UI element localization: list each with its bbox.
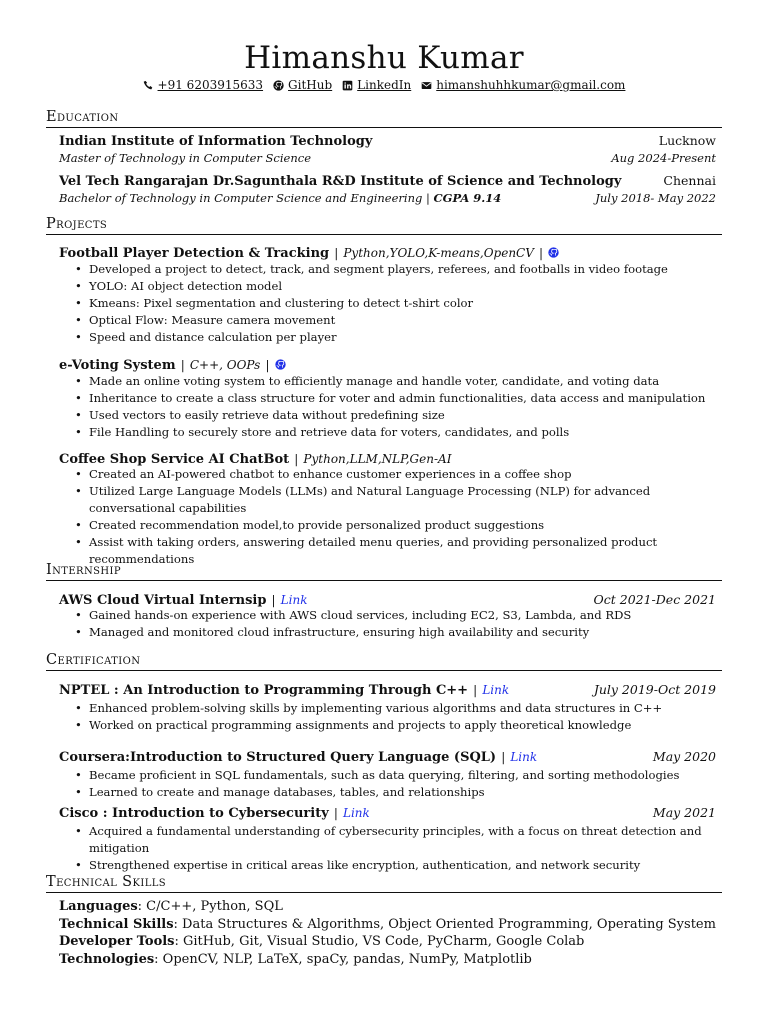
- education-entry: [59, 172, 716, 207]
- project-title: Football Player Detection & Tracking: [59, 246, 330, 261]
- github-link[interactable]: GitHub: [288, 78, 333, 92]
- phone-contact[interactable]: [143, 77, 264, 93]
- email-link[interactable]: himanshuhhkumar@gmail.com: [436, 78, 626, 92]
- skills-list: [59, 898, 719, 968]
- education-dates: Aug 2024-Present: [611, 151, 716, 165]
- linkedin-link[interactable]: LinkedIn: [357, 78, 412, 92]
- skills-value: : OpenCV, NLP, LaTeX, spaCy, pandas, NumPy, Matplotlib: [154, 951, 532, 967]
- certification-heading: Cisco : Introduction to Cybersecurity | Link May 2021: [59, 805, 716, 821]
- skills-label: Developer Tools: [59, 934, 175, 949]
- skills-label: Technical Skills: [59, 916, 174, 932]
- certification-title: Coursera:Introduction to Structured Query Language (SQL): [59, 750, 497, 765]
- degree-name: Master of Technology in Computer Science: [59, 151, 311, 165]
- certification-heading: NPTEL : An Introduction to Programming Through C++ | Link July 2019-Oct 2019: [59, 682, 716, 698]
- certification-bullets: [75, 700, 725, 734]
- list-item: • Inheritance to create a class structure for voter and admin functionalities, data access and manipulation: [75, 390, 725, 407]
- skills-label: Technologies: [59, 951, 155, 967]
- email-contact[interactable]: [421, 77, 625, 93]
- list-item: • Assist with taking orders, answering detailed menu queries, and providing personalized product recommendations: [75, 534, 725, 568]
- project-bullets: [75, 466, 725, 568]
- list-item: • Gained hands-on experience with AWS cloud services, including EC2, S3, Lambda, and RDS: [75, 607, 725, 624]
- cgpa-value: CGPA 9.14: [433, 191, 502, 205]
- skills-row: [59, 916, 719, 934]
- internship-title: AWS Cloud Virtual Internsip: [59, 593, 267, 608]
- list-item: • Made an online voting system to efficiently manage and handle voter, candidate, and voting data: [75, 373, 725, 390]
- skills-row: [59, 898, 719, 916]
- skills-value: : GitHub, Git, Visual Studio, VS Code, PyCharm, Google Colab: [174, 934, 585, 949]
- resume-name: Himanshu Kumar: [244, 40, 524, 76]
- project-heading: Football Player Detection & Tracking | Python,YOLO,K-means,OpenCV |: [59, 242, 716, 262]
- list-item: • Created an AI-powered chatbot to enhance customer experiences in a coffee shop: [75, 466, 725, 483]
- list-item: • Utilized Large Language Models (LLMs) and Natural Language Processing (NLP) for advanced conversational capabilities: [75, 483, 725, 517]
- project-heading: e-Voting System | C++, OOPs |: [59, 354, 716, 374]
- project-tech: C++, OOPs: [189, 358, 261, 372]
- internship-link[interactable]: Link: [280, 593, 308, 607]
- skills-row: [59, 933, 719, 951]
- github-icon[interactable]: [275, 359, 286, 370]
- certification-bullets: [75, 767, 725, 801]
- list-item: • Strengthened expertise in critical areas like encryption, authentication, and network security: [75, 857, 725, 874]
- github-icon: [273, 80, 284, 91]
- certification-link[interactable]: Link: [510, 750, 538, 764]
- certification-link[interactable]: Link: [343, 806, 370, 820]
- certification-title: NPTEL : An Introduction to Programming Through C++: [59, 683, 469, 698]
- institution-name: Vel Tech Rangarajan Dr.Sagunthala R&D Institute of Science and Technology: [59, 174, 622, 189]
- project-bullets: [75, 373, 725, 441]
- degree-name: Bachelor of Technology in Computer Science and Engineering: [59, 191, 423, 205]
- list-item: • File Handling to securely store and retrieve data for voters, candidates, and polls: [75, 424, 725, 441]
- list-item: • Developed a project to detect, track, and segment players, referees, and footballs in video footage: [75, 261, 725, 278]
- contact-bar: [0, 77, 768, 93]
- project-bullets: [75, 261, 725, 346]
- skills-value: : C/C++, Python, SQL: [137, 899, 283, 914]
- certification-title: Cisco : Introduction to Cybersecurity: [59, 806, 329, 821]
- list-item: • Became proficient in SQL fundamentals, such as data querying, filtering, and sorting methodologies: [75, 767, 725, 784]
- project-tech: Python,LLM,NLP,Gen-AI: [303, 452, 452, 466]
- list-item: • Enhanced problem-solving skills by implementing various algorithms and data structures in C++: [75, 700, 725, 717]
- section-heading-skills: Technical Skills: [46, 873, 722, 893]
- section-heading-certification: Certification: [46, 651, 722, 671]
- list-item: • Worked on practical programming assignments and projects to apply theoretical knowledge: [75, 717, 725, 734]
- internship-bullets: [75, 607, 725, 641]
- section-heading-projects: Projects: [46, 215, 722, 235]
- list-item: • Created recommendation model,to provide personalized product suggestions: [75, 517, 725, 534]
- project-title: e-Voting System: [59, 358, 176, 373]
- github-icon[interactable]: [548, 247, 559, 258]
- institution-name: Indian Institute of Information Technology: [59, 134, 373, 149]
- certification-dates: May 2021: [652, 805, 716, 820]
- certification-link[interactable]: Link: [482, 683, 510, 697]
- certification-heading: Coursera:Introduction to Structured Query Language (SQL) | Link May 2020: [59, 749, 716, 765]
- internship-dates: Oct 2021-Dec 2021: [593, 592, 716, 607]
- institution-location: Lucknow: [658, 133, 716, 148]
- phone-number[interactable]: +91 6203915633: [157, 78, 264, 92]
- internship-heading: AWS Cloud Virtual Internsip | Link Oct 2021-Dec 2021: [59, 592, 716, 608]
- certification-dates: May 2020: [652, 749, 716, 764]
- list-item: • Acquired a fundamental understanding of cybersecurity principles, with a focus on threat detection and mitigation: [75, 823, 725, 857]
- skills-label: Languages: [59, 899, 138, 914]
- project-title: Coffee Shop Service AI ChatBot: [59, 452, 290, 467]
- project-heading: Coffee Shop Service AI ChatBot | Python,LLM,NLP,Gen-AI: [59, 452, 452, 467]
- education-entry: [59, 132, 716, 167]
- certification-bullets: [75, 823, 725, 874]
- project-tech: Python,YOLO,K-means,OpenCV: [343, 246, 534, 260]
- list-item: • Learned to create and manage databases, tables, and relationships: [75, 784, 725, 801]
- list-item: • Managed and monitored cloud infrastructure, ensuring high availability and security: [75, 624, 725, 641]
- linkedin-icon: [342, 80, 353, 91]
- institution-location: Chennai: [663, 173, 716, 188]
- list-item: • Used vectors to easily retrieve data without predefining size: [75, 407, 725, 424]
- envelope-icon: [421, 80, 432, 91]
- linkedin-contact[interactable]: [342, 77, 411, 93]
- education-dates: July 2018- May 2022: [595, 191, 716, 205]
- section-heading-internship: Internship: [46, 561, 722, 581]
- list-item: • Speed and distance calculation per player: [75, 329, 725, 346]
- phone-icon: [143, 80, 154, 91]
- list-item: • Optical Flow: Measure camera movement: [75, 312, 725, 329]
- list-item: • YOLO: AI object detection model: [75, 278, 725, 295]
- list-item: • Kmeans: Pixel segmentation and clustering to detect t-shirt color: [75, 295, 725, 312]
- skills-row: [59, 951, 719, 969]
- degree-line: Bachelor of Technology in Computer Science and Engineering | CGPA 9.14: [59, 191, 502, 205]
- skills-value: : Data Structures & Algorithms, Object Oriented Programming, Operating System: [173, 916, 716, 932]
- section-heading-education: Education: [46, 108, 722, 128]
- github-contact[interactable]: [273, 77, 332, 93]
- certification-dates: July 2019-Oct 2019: [593, 682, 716, 697]
